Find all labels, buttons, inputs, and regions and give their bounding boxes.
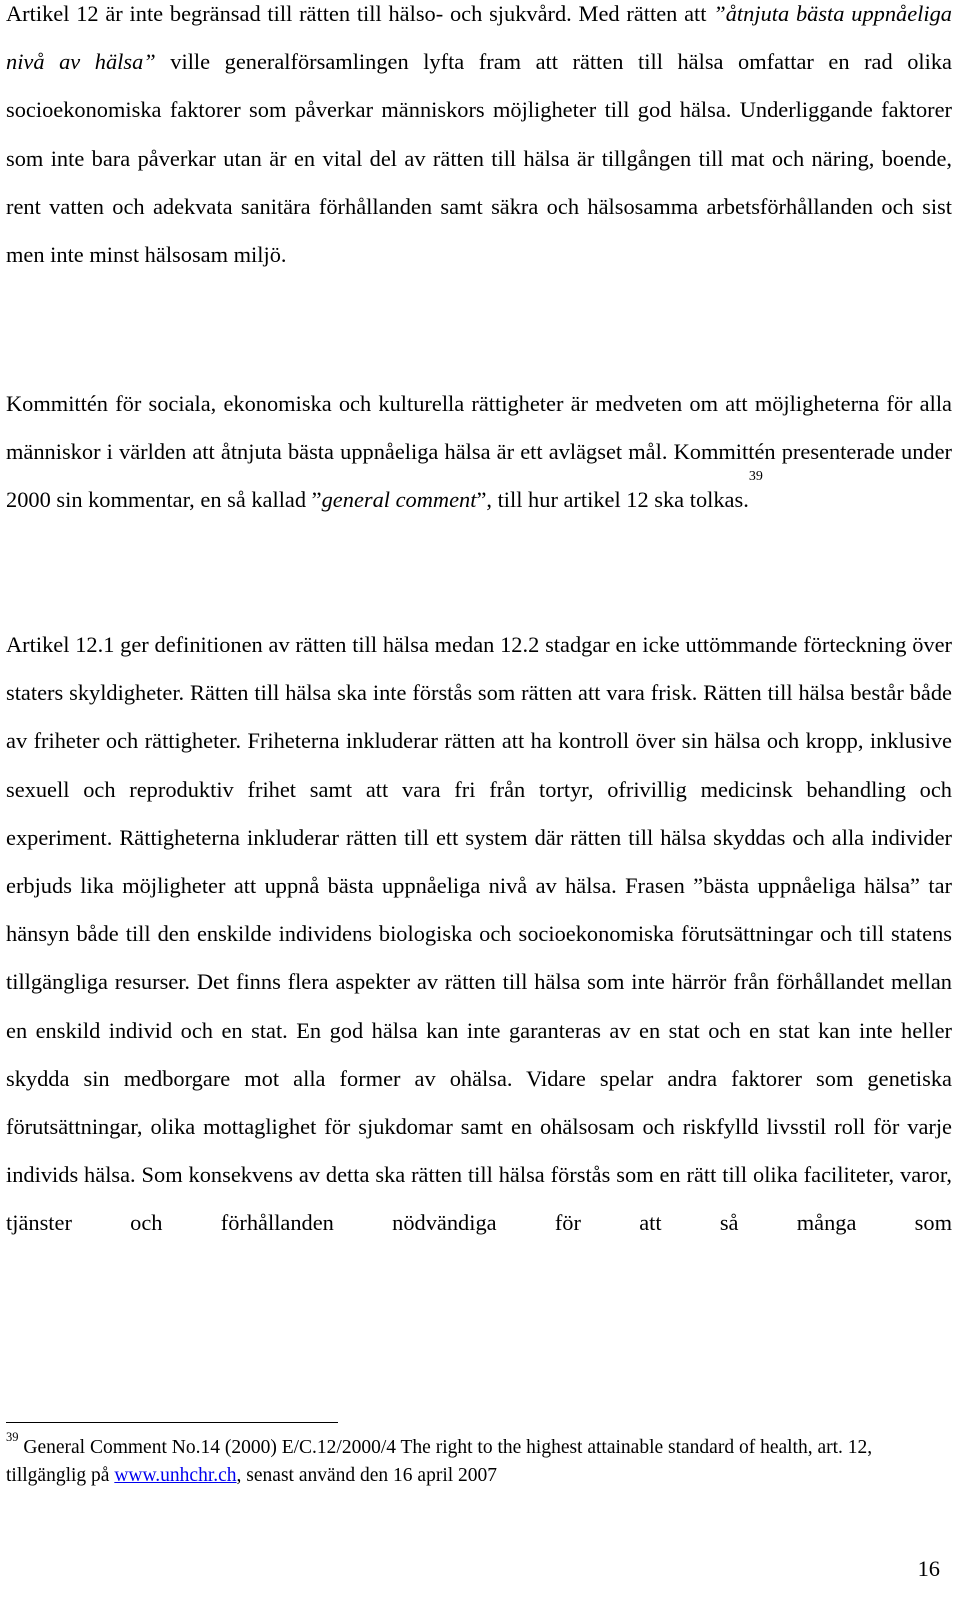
footnote-text: , senast använd den 16 april 2007 bbox=[236, 1465, 498, 1486]
paragraph-text: ”, till hur artikel 12 ska tolkas. bbox=[476, 487, 749, 513]
paragraph-committee bbox=[6, 380, 952, 525]
quoted-phrase: ”åtnjuta bästa uppnåeliga nivå av hälsa” bbox=[6, 1, 952, 75]
footnote-link[interactable]: www.unhchr.ch bbox=[114, 1465, 237, 1486]
paragraph-text: Kommittén för sociala, ekonomiska och kulturella rättigheter är medveten om att möjligheterna för alla människor i världen att åtnjuta bästa uppnåeliga hälsa är ett avlägset mål. Kommittén presenterade under 2000 sin kommentar, en så kallad ” bbox=[6, 391, 952, 513]
paragraph-text: Artikel 12.1 ger definitionen av rätten till hälsa medan 12.2 stadgar en icke uttömmande förteckning över staters skyldigheter. Rätten till hälsa ska inte förstås som rätten att vara frisk. Rätten till hälsa består både av friheter och rättigheter. Friheterna inkluderar rätten att ha kontroll över sin hälsa och kropp, inklusive sexuell och reproduktiv frihet samt att vara fri från tortyr, ofrivillig medicinsk behandling och experiment. Rättigheterna inkluderar rätten till ett system där rätten till hälsa skyddas och alla individer erbjuds lika möjligheter att uppnå bästa uppnåeliga nivå av hälsa. Frasen ”bästa uppnåeliga hälsa” tar hänsyn både till den enskilde individens biologiska och socioekonomiska förutsättningar och till statens tillgängliga resurser. Det finns flera aspekter av rätten till hälsa som inte härrör från förhållandet mellan en enskild individ och en stat. En god hälsa kan inte garanteras av en stat och en stat kan inte heller skydda sin medborgare mot alla former av ohälsa. Vidare spelar andra faktorer som genetiska förutsättningar, olika mottaglighet för sjukdomar samt en ohälsosam och riskfylld livsstil roll för varje individs hälsa. Som konsekvens av detta ska rätten till hälsa förstås som en rätt till olika faciliteter, varor, tjänster och förhållanden nödvändiga för att så många som bbox=[6, 632, 952, 1236]
paragraph-article-12-scope bbox=[6, 0, 952, 279]
paragraph-text: ville generalförsamlingen lyfta fram att rätten till hälsa omfattar en rad olika socioekonomiska faktorer som påverkar människors möjligheter till god hälsa. Underliggande faktorer som inte bara påverkar utan är en vital del av rätten till hälsa är tillgången till mat och näring, boende, rent vatten och adekvata sanitära förhållanden samt säkra och hälsosamma arbetsförhållanden och sist men inte minst hälsosam miljö. bbox=[6, 49, 952, 268]
italic-term: general comment bbox=[321, 487, 477, 513]
footnote-separator bbox=[6, 1422, 338, 1423]
footnote-reference[interactable]: 39 bbox=[748, 469, 763, 485]
paragraph-text: Artikel 12 är inte begränsad till rätten till hälso- och sjukvård. Med rätten att bbox=[6, 1, 714, 26]
page-number: 16 bbox=[917, 1556, 940, 1581]
footnote bbox=[6, 1430, 946, 1490]
footnote-number: 39 bbox=[6, 1430, 19, 1444]
footnote-text: General Comment No.14 (2000) E/C.12/2000/4 The right to the highest attainable standard of health, art. 12, tillgänglig på bbox=[6, 1437, 873, 1486]
paragraph-definition bbox=[6, 621, 952, 1248]
